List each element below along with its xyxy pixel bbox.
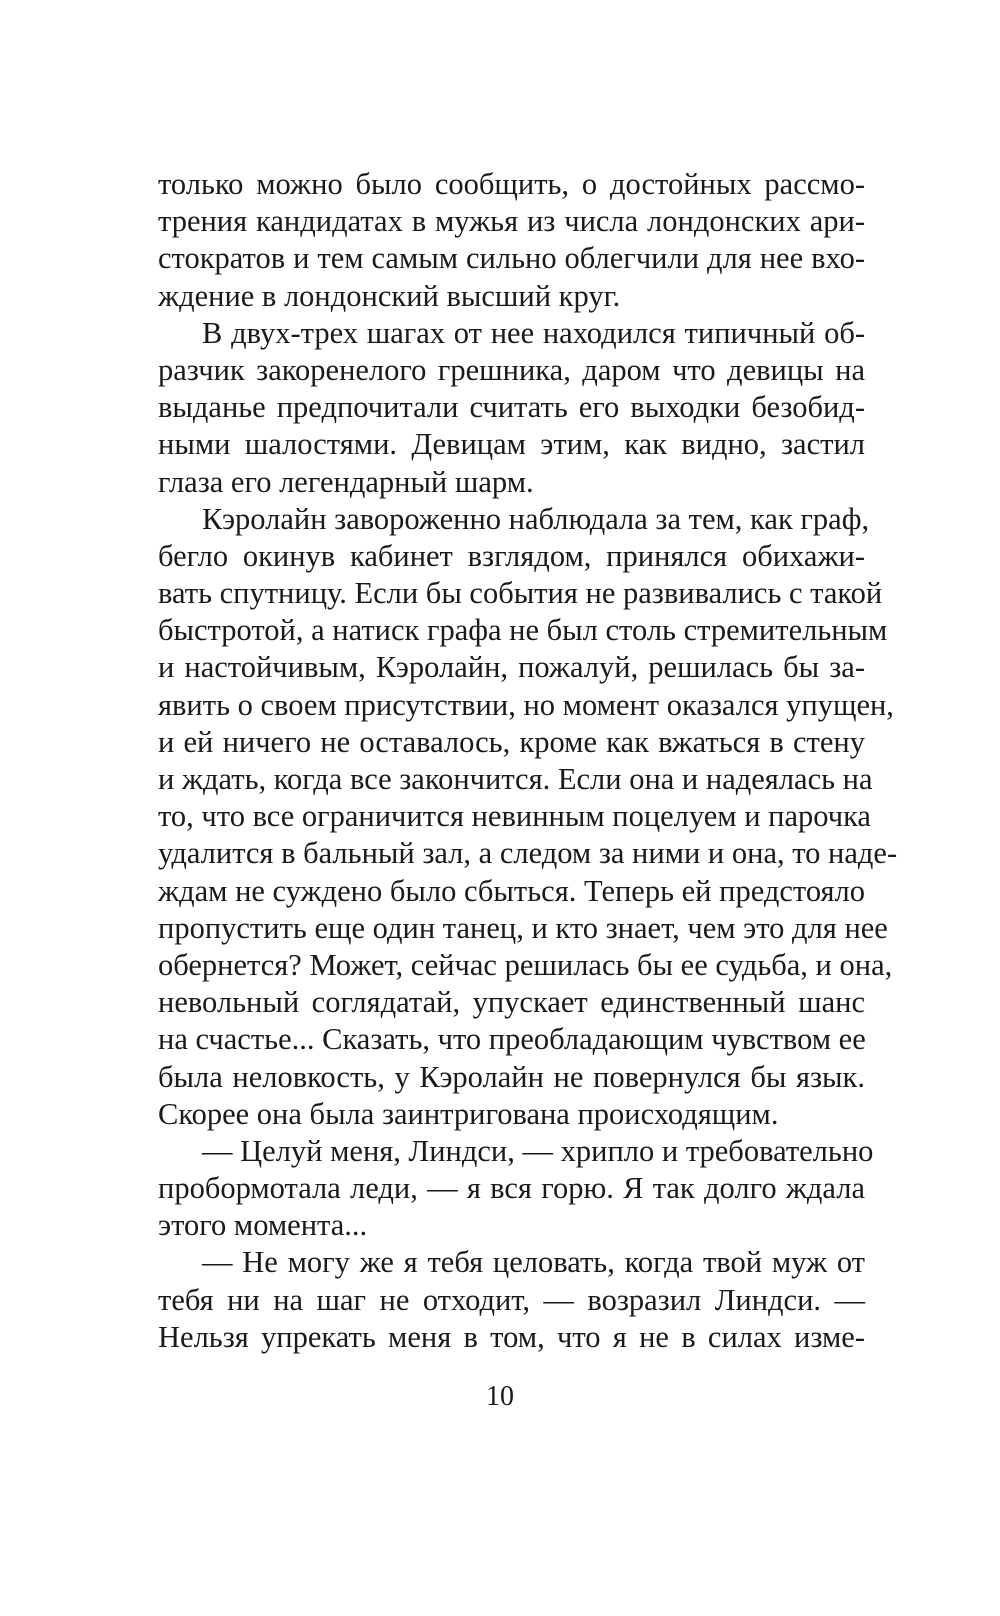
body-text [158, 166, 898, 1356]
dialogue-line: — Не могу же я тебя целовать, когда твой муж от [202, 1245, 865, 1280]
text-line: Нельзя упрекать меня в том, что я не в силах изме- [158, 1319, 865, 1354]
text-line: разчик закоренелого грешника, даром что девицы на [158, 352, 865, 387]
dialogue-line: — Целуй меня, Линдси, — хрипло и требовательно [202, 1133, 874, 1168]
text-line: этого момента... [158, 1208, 368, 1243]
text-line: ными шалостями. Девицам этим, как видно, застил [158, 427, 865, 462]
text-line: обернется? Может, сейчас решилась бы ее судьба, и она, [158, 947, 893, 982]
text-line: пробормотала леди, — я вся горю. Я так долго ждала [158, 1171, 865, 1206]
text-line: вать спутницу. Если бы события не развивались с такой [158, 576, 883, 611]
text-line: явить о своем присутствии, но момент оказался упущен, [158, 687, 894, 722]
text-line: Скорее она была заинтригована происходящим. [158, 1096, 779, 1131]
text-line: и ей ничего не оставалось, кроме как вжаться в стену [158, 724, 865, 759]
text-line: бегло окинув кабинет взглядом, принялся обихажи- [158, 538, 865, 573]
text-line: стократов и тем самым сильно облегчили для нее вхо- [158, 241, 865, 276]
text-line: и ждать, когда все закончится. Если она и надеялась на [158, 762, 873, 796]
text-line: ждам не суждено было сбыться. Теперь ей предстояло [158, 873, 865, 908]
text-line: невольный соглядатай, упускает единственный шанс [158, 985, 865, 1020]
text-line: выданье предпочитали считать его выходки безобид- [158, 390, 865, 425]
text-line: только можно было сообщить, о достойных рассмо- [158, 167, 865, 201]
page-number: 10 [486, 1381, 514, 1412]
text-line: тебя ни на шаг не отходит, — возразил Линдси. — [158, 1282, 865, 1317]
text-line: быстротой, а натиск графа не был столь стремительным [158, 613, 888, 648]
text-line: на счастье... Сказать, что преобладающим чувством ее [158, 1022, 866, 1057]
text-line: ждение в лондонский высший круг. [158, 278, 621, 313]
text-line: была неловкость, у Кэролайн не повернулся бы язык. [158, 1059, 865, 1094]
text-line: и настойчивым, Кэролайн, пожалуй, решилась бы за- [158, 650, 865, 685]
text-line: пропустить еще один танец, и кто знает, чем это для нее [158, 910, 888, 945]
text-line: то, что все ограничится невинным поцелуем и парочка [158, 799, 871, 834]
text-line: глаза его легендарный шарм. [158, 464, 534, 499]
text-line: трения кандидатах в мужья из числа лондонских ари- [158, 204, 865, 239]
paragraph-first-line: В двух-трех шагах от нее находился типичный об- [202, 315, 865, 350]
paragraph-first-line: Кэролайн завороженно наблюдала за тем, как граф, [202, 501, 870, 536]
text-line: удалится в бальный зал, а следом за ними и она, то наде- [158, 836, 898, 871]
